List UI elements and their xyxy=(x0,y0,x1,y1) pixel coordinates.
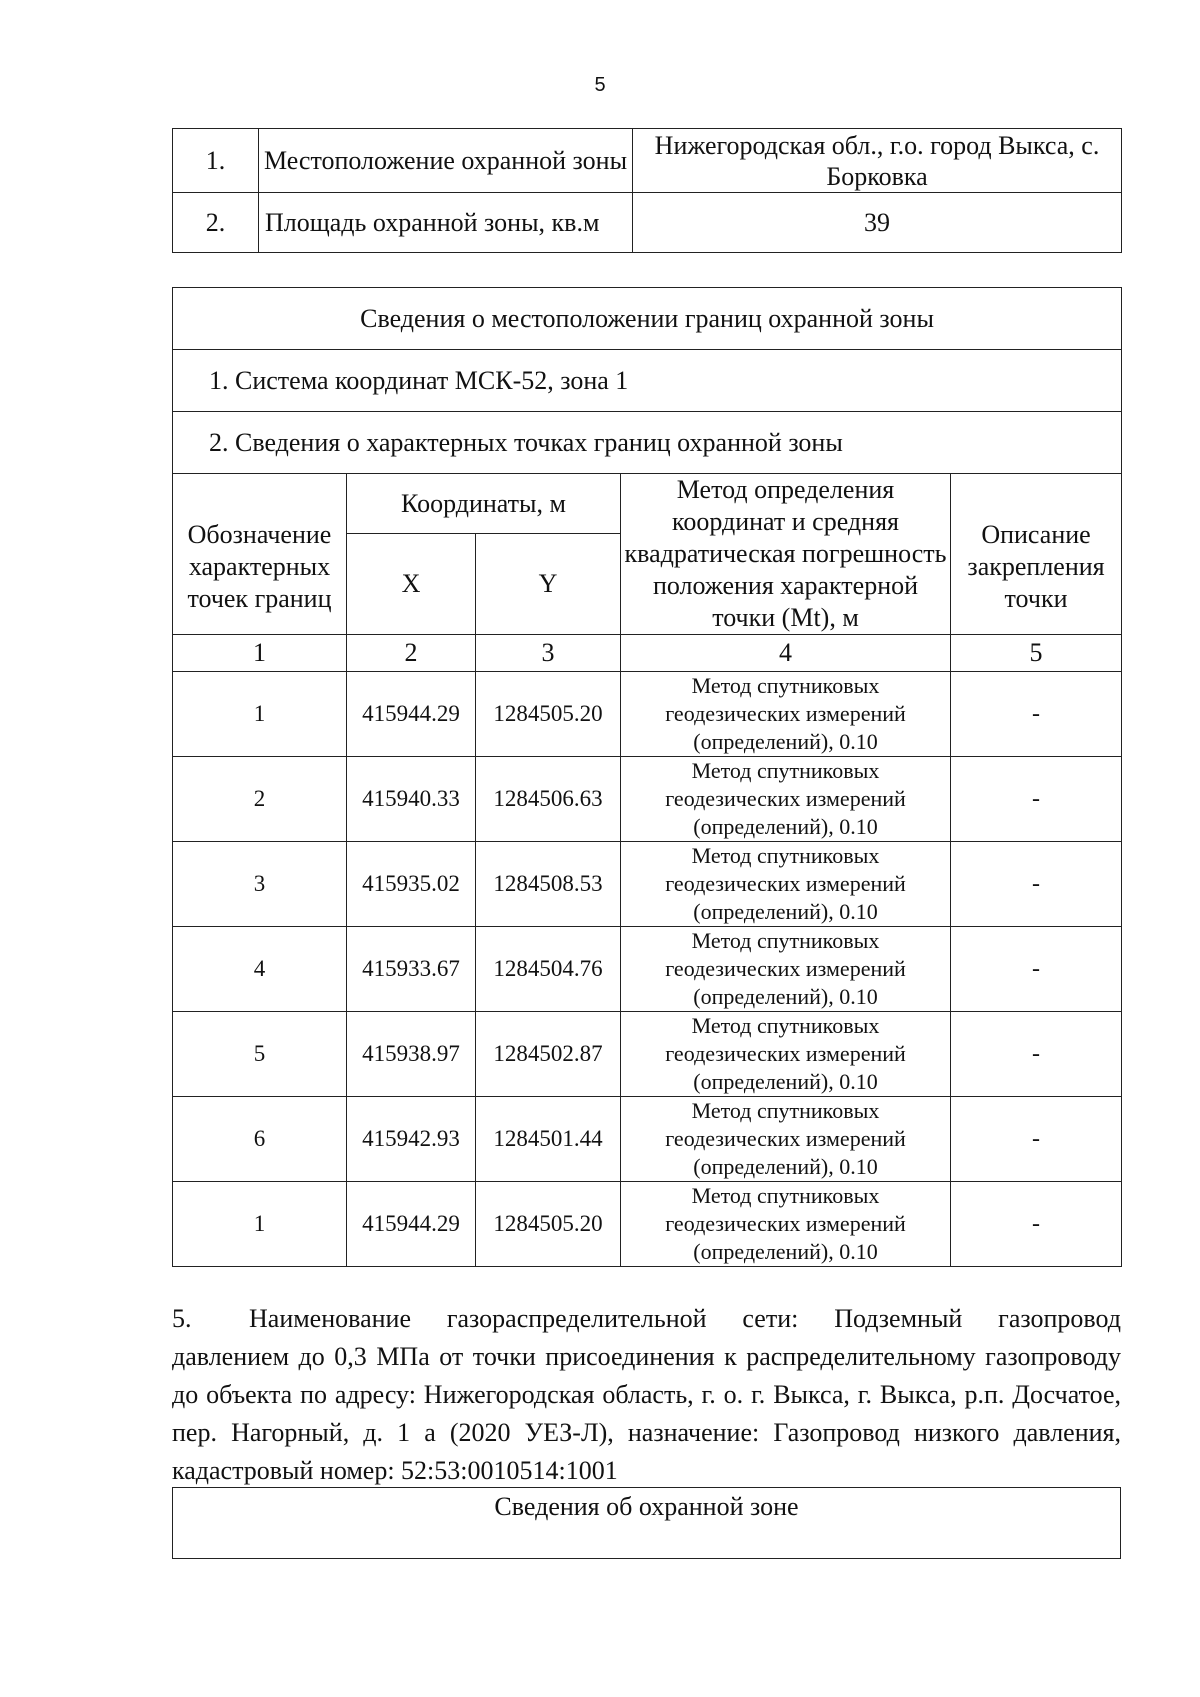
zone-summary-table xyxy=(172,128,1122,253)
method-line: (определений), 0.10 xyxy=(693,1239,878,1264)
method-line: (определений), 0.10 xyxy=(693,899,878,924)
table-row xyxy=(173,193,1122,253)
column-number: 2 xyxy=(347,635,476,672)
column-number-row xyxy=(173,635,1122,672)
point-method xyxy=(621,672,951,757)
method-line: (определений), 0.10 xyxy=(693,984,878,1009)
method-line: (определений), 0.10 xyxy=(693,729,878,754)
point-description: - xyxy=(951,757,1122,842)
point-id: 5 xyxy=(173,1012,347,1097)
zone-area-value: 39 xyxy=(633,193,1122,253)
method-line: Метод спутниковых xyxy=(691,673,880,698)
header-description: Описание закрепления точки xyxy=(951,474,1122,635)
point-description: - xyxy=(951,842,1122,927)
point-method xyxy=(621,1097,951,1182)
table-row xyxy=(173,129,1122,193)
table-row xyxy=(173,842,1122,927)
table-row xyxy=(173,672,1122,757)
header-designation: Обозначение характерных точек границ xyxy=(173,474,347,635)
coordinate-system: 1. Система координат МСК-52, зона 1 xyxy=(173,350,1122,412)
method-line: (определений), 0.10 xyxy=(693,814,878,839)
page-number: 5 xyxy=(594,74,606,96)
method-line: геодезических измерений xyxy=(665,956,906,981)
boundary-table-title: Сведения о местоположении границ охранной зоны xyxy=(173,288,1122,350)
method-line: геодезических измерений xyxy=(665,701,906,726)
table-row xyxy=(173,288,1122,350)
point-id: 6 xyxy=(173,1097,347,1182)
method-line: (определений), 0.10 xyxy=(693,1069,878,1094)
point-x: 415944.29 xyxy=(347,1182,476,1267)
point-method xyxy=(621,757,951,842)
header-row xyxy=(173,474,1122,534)
column-number: 3 xyxy=(476,635,621,672)
method-line: геодезических измерений xyxy=(665,786,906,811)
point-method xyxy=(621,927,951,1012)
table-row xyxy=(173,1097,1122,1182)
method-line: (определений), 0.10 xyxy=(693,1154,878,1179)
point-y: 1284501.44 xyxy=(476,1097,621,1182)
method-line: геодезических измерений xyxy=(665,1041,906,1066)
zone-area-label: Площадь охранной зоны, кв.м xyxy=(259,193,633,253)
point-method xyxy=(621,1182,951,1267)
point-x: 415938.97 xyxy=(347,1012,476,1097)
point-x: 415933.67 xyxy=(347,927,476,1012)
point-y: 1284505.20 xyxy=(476,1182,621,1267)
header-method: Метод определения координат и средняя квадратическая погрешность положения характерной точки (Мt), м xyxy=(621,474,951,635)
header-coordinates: Координаты, м xyxy=(347,474,621,534)
point-method xyxy=(621,842,951,927)
table-row xyxy=(173,927,1122,1012)
section-text: Наименование газораспределительной сети: Подземный газопровод давлением до 0,3 МПа от точки присоединения к распределительному газопроводу до объекта по адресу: Нижегородская область, г. о. г. Выкса, г. Выкса, р.п. Досчатое, пер. Нагорный, д. 1 а (2020 УЕЗ-Л), назначение: Газопровод низкого давления, кадастровый номер: 52:53:0010514:1001 xyxy=(172,1304,1121,1485)
method-line: Метод спутниковых xyxy=(691,843,880,868)
points-heading: 2. Сведения о характерных точках границ охранной зоны xyxy=(173,412,1122,474)
point-description: - xyxy=(951,1097,1122,1182)
header-x: X xyxy=(347,534,476,635)
zone-location-label: Местоположение охранной зоны xyxy=(259,129,633,193)
point-description: - xyxy=(951,1012,1122,1097)
method-line: геодезических измерений xyxy=(665,871,906,896)
point-y: 1284508.53 xyxy=(476,842,621,927)
table-row xyxy=(173,412,1122,474)
row-number: 2. xyxy=(173,193,259,253)
point-y: 1284506.63 xyxy=(476,757,621,842)
table-row xyxy=(173,757,1122,842)
method-line: Метод спутниковых xyxy=(691,1098,880,1123)
point-description: - xyxy=(951,927,1122,1012)
method-line: Метод спутниковых xyxy=(691,1183,880,1208)
point-id: 2 xyxy=(173,757,347,842)
point-id: 4 xyxy=(173,927,347,1012)
point-x: 415940.33 xyxy=(347,757,476,842)
point-method xyxy=(621,1012,951,1097)
table-row xyxy=(173,1012,1122,1097)
point-x: 415935.02 xyxy=(347,842,476,927)
point-id: 1 xyxy=(173,672,347,757)
method-line: Метод спутниковых xyxy=(691,1013,880,1038)
point-id: 3 xyxy=(173,842,347,927)
method-line: геодезических измерений xyxy=(665,1126,906,1151)
section-5-paragraph xyxy=(172,1300,1121,1490)
row-number: 1. xyxy=(173,129,259,193)
column-number: 1 xyxy=(173,635,347,672)
column-number: 5 xyxy=(951,635,1122,672)
zone-info-table xyxy=(172,1487,1121,1559)
column-number: 4 xyxy=(621,635,951,672)
method-line: Метод спутниковых xyxy=(691,758,880,783)
method-line: Метод спутниковых xyxy=(691,928,880,953)
point-description: - xyxy=(951,1182,1122,1267)
table-row xyxy=(173,1488,1121,1559)
table-row xyxy=(173,350,1122,412)
method-line: геодезических измерений xyxy=(665,1211,906,1236)
point-x: 415944.29 xyxy=(347,672,476,757)
point-description: - xyxy=(951,672,1122,757)
header-y: Y xyxy=(476,534,621,635)
table-row xyxy=(173,1182,1122,1267)
point-x: 415942.93 xyxy=(347,1097,476,1182)
section-number: 5. xyxy=(172,1304,192,1333)
boundary-coordinates-table xyxy=(172,287,1122,1267)
point-y: 1284502.87 xyxy=(476,1012,621,1097)
point-y: 1284504.76 xyxy=(476,927,621,1012)
point-y: 1284505.20 xyxy=(476,672,621,757)
point-id: 1 xyxy=(173,1182,347,1267)
zone-location-value: Нижегородская обл., г.о. город Выкса, с. Борковка xyxy=(633,129,1122,193)
zone-info-title: Сведения об охранной зоне xyxy=(173,1488,1121,1559)
